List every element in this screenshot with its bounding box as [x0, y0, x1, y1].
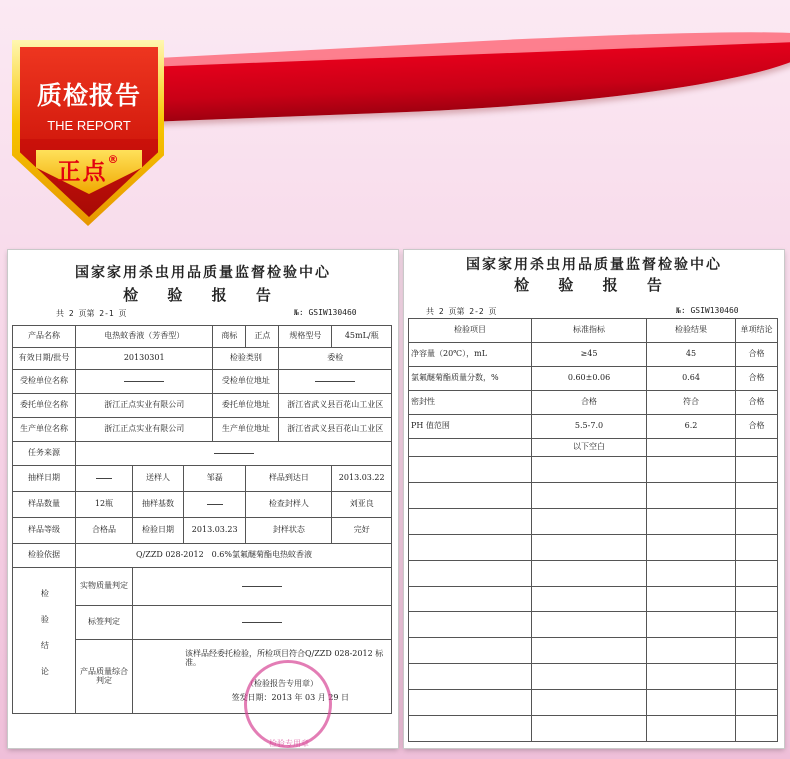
value [76, 442, 392, 466]
label: 实物质量判定 [76, 568, 133, 606]
label: 抽样日期 [13, 466, 76, 492]
cell [409, 482, 532, 508]
cell: 合格 [736, 343, 778, 367]
label: 受检单位地址 [213, 370, 279, 394]
label: 检验结论 [13, 568, 76, 714]
cell: 氯氟醚菊酯质量分数，% [409, 367, 532, 391]
column-header: 标准指标 [532, 319, 647, 343]
results-table [408, 318, 778, 742]
value: 浙江正点实业有限公司 [76, 418, 213, 442]
cell [409, 508, 532, 534]
label: 检验类别 [213, 348, 279, 370]
cell [409, 612, 532, 638]
badge-title: 质检报告 [36, 81, 141, 110]
cell: 0.60±0.06 [532, 367, 647, 391]
label: 抽样基数 [133, 492, 184, 518]
cell [736, 457, 778, 483]
label: 商标 [213, 326, 246, 348]
column-header: 检验结果 [647, 319, 736, 343]
cell: 5.5-7.0 [532, 415, 647, 439]
value [76, 466, 133, 492]
cell [736, 638, 778, 664]
badge-brand: 正点® [57, 153, 121, 185]
report-table-1 [12, 325, 392, 714]
org-title: 国家家用杀虫用品质量监督检验中心 [466, 257, 722, 273]
cell [647, 508, 736, 534]
label: 产品质量综合判定 [76, 640, 133, 714]
label: 样品数量 [13, 492, 76, 518]
report-page-2 [404, 250, 784, 748]
conclusion-statement: 该样品经委托检验，所检项目符合Q/ZZD 028-2012 标准。 [185, 649, 384, 667]
cell [532, 508, 647, 534]
label: 样品到达日 [246, 466, 332, 492]
cell [532, 560, 647, 586]
report-page-1 [8, 250, 398, 748]
value [76, 370, 213, 394]
cell [736, 560, 778, 586]
cell [532, 586, 647, 612]
label: 标签判定 [76, 606, 133, 640]
value: 浙江省武义县百花山工业区 [279, 418, 392, 442]
label: 生产单位地址 [213, 418, 279, 442]
value: 浙江正点实业有限公司 [76, 394, 213, 418]
cell [647, 482, 736, 508]
cell [736, 664, 778, 690]
column-header: 单项结论 [736, 319, 778, 343]
value: 电热蚊香液（芳香型） [76, 326, 213, 348]
stamp-note: （检验报告专用章） [246, 678, 318, 688]
value: 邹磊 [184, 466, 246, 492]
cell [409, 457, 532, 483]
value: 浙江省武义县百花山工业区 [279, 394, 392, 418]
value [133, 606, 392, 640]
value: Q/ZZD 028-2012 0.6%氯氟醚菊酯电热蚊香液 [76, 544, 392, 568]
cell [409, 664, 532, 690]
cell [647, 560, 736, 586]
report-number: №: GSIW130460 [676, 306, 739, 315]
label: 封样状态 [246, 518, 332, 544]
cell [736, 716, 778, 742]
cell [736, 508, 778, 534]
cell [409, 560, 532, 586]
cell [532, 638, 647, 664]
value: 20130301 [76, 348, 213, 370]
cell [409, 690, 532, 716]
cell: 符合 [647, 391, 736, 415]
cell: 0.64 [647, 367, 736, 391]
report-number: №: GSIW130460 [294, 308, 357, 317]
cell [647, 534, 736, 560]
column-header: 检验项目 [409, 319, 532, 343]
value [184, 492, 246, 518]
cell [532, 716, 647, 742]
official-stamp [244, 660, 332, 748]
label: 生产单位名称 [13, 418, 76, 442]
cell [409, 638, 532, 664]
label: 有效日期/批号 [13, 348, 76, 370]
cell [532, 457, 647, 483]
value: 12瓶 [76, 492, 133, 518]
label: 委托单位名称 [13, 394, 76, 418]
cell [647, 716, 736, 742]
cell [647, 690, 736, 716]
cell [736, 482, 778, 508]
label: 规格型号 [279, 326, 332, 348]
cell [409, 534, 532, 560]
cell [532, 482, 647, 508]
cell [532, 612, 647, 638]
value [133, 568, 392, 606]
cell [409, 586, 532, 612]
report-title: 检 验 报 告 [123, 286, 283, 304]
value: 合格品 [76, 518, 133, 544]
label: 产品名称 [13, 326, 76, 348]
cell [736, 690, 778, 716]
cell: 合格 [736, 367, 778, 391]
cell [647, 612, 736, 638]
cell [736, 612, 778, 638]
value: 委检 [279, 348, 392, 370]
label: 任务来源 [13, 442, 76, 466]
cell [736, 439, 778, 457]
cell [409, 716, 532, 742]
cell [736, 534, 778, 560]
cell [647, 638, 736, 664]
cell [532, 534, 647, 560]
cell: 6.2 [647, 415, 736, 439]
blank-marker: 以下空白 [532, 439, 647, 457]
cell [647, 457, 736, 483]
label: 送样人 [133, 466, 184, 492]
cell [647, 586, 736, 612]
report-title: 检 验 报 告 [514, 276, 674, 294]
label: 样品等级 [13, 518, 76, 544]
cell [532, 690, 647, 716]
sign-date: 签发日期：2013 年 03 月 29 日 [231, 693, 349, 703]
label: 检验日期 [133, 518, 184, 544]
org-title: 国家家用杀虫用品质量监督检验中心 [75, 265, 331, 281]
cell [647, 439, 736, 457]
cell: ≥45 [532, 343, 647, 367]
cell: 45 [647, 343, 736, 367]
label: 检查封样人 [246, 492, 332, 518]
cell: 净容量（20℃），mL [409, 343, 532, 367]
cell [532, 664, 647, 690]
value [279, 370, 392, 394]
value: 正点 [246, 326, 279, 348]
stamp-label: 检验专用章 [269, 739, 309, 748]
page-number: 共 2 页第 2-1 页 [56, 309, 127, 318]
cell [647, 664, 736, 690]
label: 委托单位地址 [213, 394, 279, 418]
label: 检验依据 [13, 544, 76, 568]
value: 完好 [332, 518, 392, 544]
label: 受检单位名称 [13, 370, 76, 394]
value: 45mL/瓶 [332, 326, 392, 348]
cell: 密封性 [409, 391, 532, 415]
cell [736, 586, 778, 612]
page-number: 共 2 页第 2-2 页 [426, 307, 497, 316]
cell [409, 439, 532, 457]
cell: 合格 [736, 415, 778, 439]
cell: 合格 [532, 391, 647, 415]
cell: 合格 [736, 391, 778, 415]
value: 刘亚良 [332, 492, 392, 518]
value: 2013.03.22 [332, 466, 392, 492]
badge-subtitle: THE REPORT [47, 118, 131, 133]
cell: PH 值范围 [409, 415, 532, 439]
value: 2013.03.23 [184, 518, 246, 544]
